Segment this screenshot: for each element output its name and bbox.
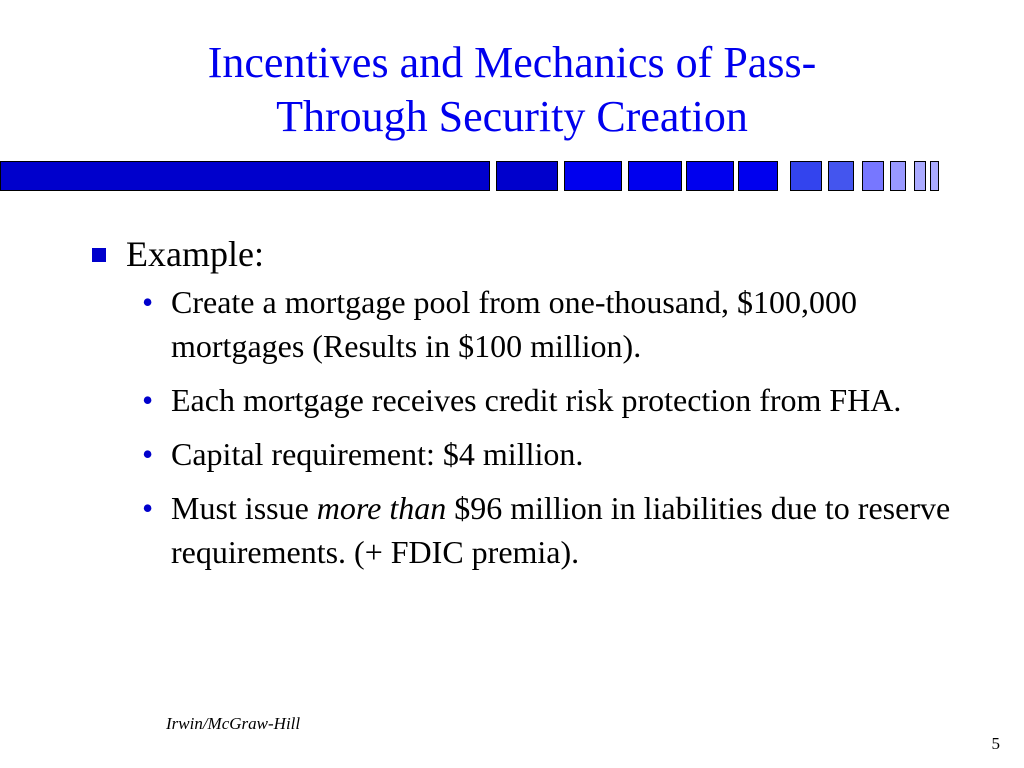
bar-segment (790, 161, 822, 191)
sub-bullet-text: Each mortgage receives credit risk protection from FHA. (171, 382, 902, 418)
bar-segment (738, 161, 778, 191)
sub-bullet-text: Create a mortgage pool from one-thousand, $100,000 mortgages (Results in $100 million). (171, 284, 858, 364)
sub-bullet-text: Capital requirement: $4 million. (171, 436, 584, 472)
slide-title-line-1: Incentives and Mechanics of Pass- (207, 38, 817, 87)
bar-segment (496, 161, 558, 191)
sub-bullet-item (92, 432, 972, 476)
publisher-footer: Irwin/McGraw-Hill (166, 714, 301, 733)
bar-segment (930, 161, 939, 191)
bullet-dot-icon: • (142, 436, 154, 472)
page-number: 5 (991, 734, 1000, 753)
example-heading: Example: (126, 234, 264, 274)
slide-title-line-2: Through Security Creation (276, 92, 748, 141)
bullet-dot-icon: • (142, 490, 154, 526)
bullet-level-1 (92, 232, 972, 276)
sub-bullet-item (92, 378, 972, 422)
bar-segment (862, 161, 884, 191)
bar-segment (914, 161, 926, 191)
sub-bullet-item (92, 280, 972, 368)
bar-segment (564, 161, 622, 191)
bar-segment (628, 161, 682, 191)
sub-bullet-list (92, 280, 972, 574)
slide-body (92, 232, 972, 584)
bar-segment (890, 161, 906, 191)
bar-segment (828, 161, 854, 191)
sub-bullet-text-start: Must issue (171, 490, 317, 526)
sub-bullet-text-end: $96 million in liabilities due to reserve requirements. (+ FDIC premia). (171, 490, 951, 570)
bullet-dot-icon: • (142, 284, 154, 320)
sub-bullet-emphasis: more than (316, 490, 447, 526)
bar-segment (686, 161, 734, 191)
square-bullet-icon (92, 248, 106, 262)
sub-bullet-item (92, 486, 972, 574)
bar-segment (0, 161, 490, 191)
slide-title (0, 36, 1024, 144)
bullet-dot-icon: • (142, 382, 154, 418)
decorative-bar-strip (0, 161, 960, 195)
